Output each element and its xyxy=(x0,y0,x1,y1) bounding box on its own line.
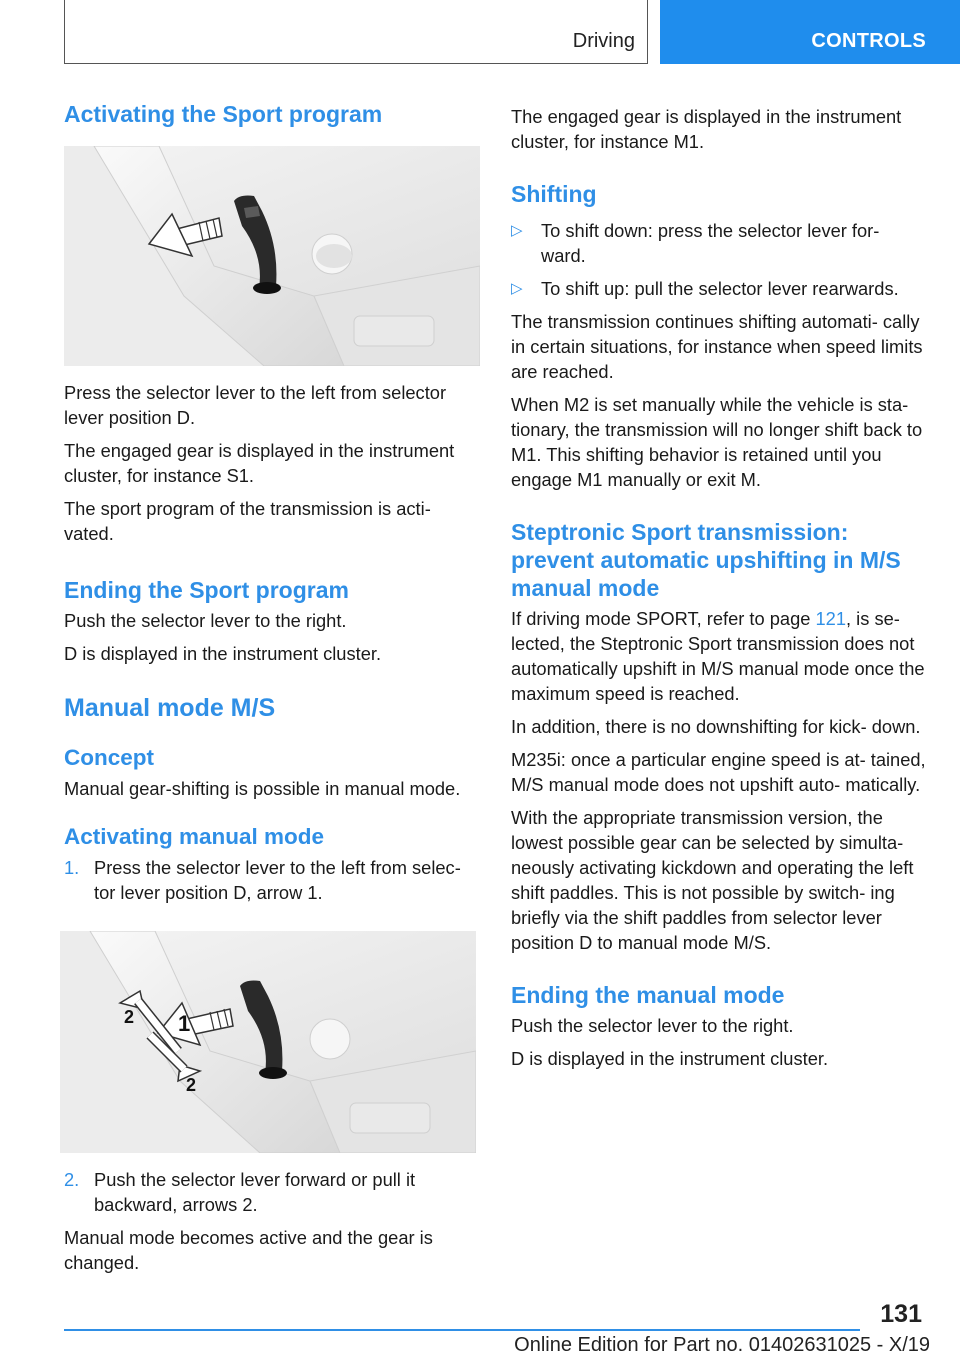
list-item-step-1 xyxy=(64,855,480,905)
heading-concept: Concept xyxy=(64,745,154,770)
illustration-selector-lever-left xyxy=(64,146,480,366)
text-concept: Manual gear-shifting is possible in manual mode. xyxy=(64,778,461,799)
bullet-triangle-icon: ▷ xyxy=(511,222,523,239)
step-text-2: Push the selector lever forward or pull it backward, arrows 2. xyxy=(94,1169,416,1215)
heading-activating-sport: Activating the Sport program xyxy=(64,101,383,127)
text-m2: When M2 is set manually while the vehicle is sta‐ tionary, the transmission will no longer shift back to M1. This shifting behavior is retained until you engage M1 manually or exit M. xyxy=(511,394,923,490)
footer-divider xyxy=(64,1329,860,1331)
list-item-shift-up xyxy=(511,276,927,301)
text-kickdown: In addition, there is no downshifting for kick‐ down. xyxy=(511,716,921,737)
arrow-label-1: 1 xyxy=(178,1011,191,1036)
left-column xyxy=(64,100,480,1275)
heading-activating-manual: Activating manual mode xyxy=(64,824,325,849)
arrow-label-2-top: 2 xyxy=(124,1007,135,1027)
heading-shifting: Shifting xyxy=(511,181,597,207)
arrow-label-2-bottom: 2 xyxy=(186,1075,197,1095)
step-number-1: 1. xyxy=(64,857,80,878)
bullet-triangle-icon: ▷ xyxy=(511,280,523,297)
page-number: 131 xyxy=(880,1300,922,1328)
step-text-1: Press the selector lever to the left from selec‐ tor lever position D, arrow 1. xyxy=(94,857,461,903)
text-push-right: Push the selector lever to the right. xyxy=(64,610,347,631)
heading-ending-manual: Ending the manual mode xyxy=(511,982,785,1008)
steps-list-1 xyxy=(64,855,480,905)
text-sport-activated: The sport program of the transmission is acti‐ vated. xyxy=(64,498,431,544)
text-sport-mode xyxy=(511,606,927,706)
header-section-title: Driving xyxy=(572,30,635,52)
text-sport-mode-b: , is se‐ lected, the Steptronic Sport transmission does not automatically upshift in M/S manual mode once the maximum speed is reached. xyxy=(511,608,925,704)
header-section-box xyxy=(64,0,648,64)
text-appropriate: With the appropriate transmission version, the lowest possible gear can be selected by simulta‐ neously activating kickdown and operating the left shift paddles. This is not possible by switch‐ ing briefly via the shift paddles from selector lever position D to manual mode M/S. xyxy=(511,807,914,953)
heading-steptronic: Steptronic Sport transmission: prevent automatic upshifting in M/S manual mode xyxy=(511,519,901,601)
steps-list-2 xyxy=(64,1167,480,1217)
text-d-displayed: D is displayed in the instrument cluster. xyxy=(64,643,382,664)
text-continues: The transmission continues shifting automati‐ cally in certain situations, for instance when speed limits are reached. xyxy=(511,311,923,382)
footer-edition: Online Edition for Part no. 01402631025 - X/19 xyxy=(514,1334,930,1356)
page-link-121[interactable]: 121 xyxy=(815,608,847,629)
text-press-left: Press the selector lever to the left from selector lever position D. xyxy=(64,382,447,428)
text-engaged-s1: The engaged gear is displayed in the instrument cluster, for instance S1. xyxy=(64,440,455,486)
step-number-2: 2. xyxy=(64,1169,80,1190)
heading-manual-mode: Manual mode M/S xyxy=(64,694,276,722)
header-chapter-title: CONTROLS xyxy=(811,30,926,52)
text-engaged-m1: The engaged gear is displayed in the instrument cluster, for instance M1. xyxy=(511,106,902,152)
text-shift-down: To shift down: press the selector lever for‐ ward. xyxy=(541,220,880,266)
text-sport-mode-a: If driving mode SPORT, refer to page xyxy=(511,608,816,629)
selector-lever-drawing xyxy=(64,146,480,366)
text-d-displayed-2: D is displayed in the instrument cluster. xyxy=(511,1048,829,1069)
text-push-right-2: Push the selector lever to the right. xyxy=(511,1015,794,1036)
text-shift-up: To shift up: pull the selector lever rearwards. xyxy=(541,278,899,299)
heading-ending-sport: Ending the Sport program xyxy=(64,577,349,603)
illustration-selector-lever-manual xyxy=(60,931,476,1153)
header-chapter-tab xyxy=(660,0,960,64)
text-manual-active: Manual mode becomes active and the gear is changed. xyxy=(64,1227,433,1273)
list-item-step-2 xyxy=(64,1167,480,1217)
right-column xyxy=(511,104,927,1071)
text-m235i: M235i: once a particular engine speed is at‐ tained, M/S manual mode does not upshift auto‐ matically. xyxy=(511,749,926,795)
shifting-bullets xyxy=(511,218,927,301)
manual-mode-drawing xyxy=(60,931,476,1153)
list-item-shift-down xyxy=(511,218,927,268)
